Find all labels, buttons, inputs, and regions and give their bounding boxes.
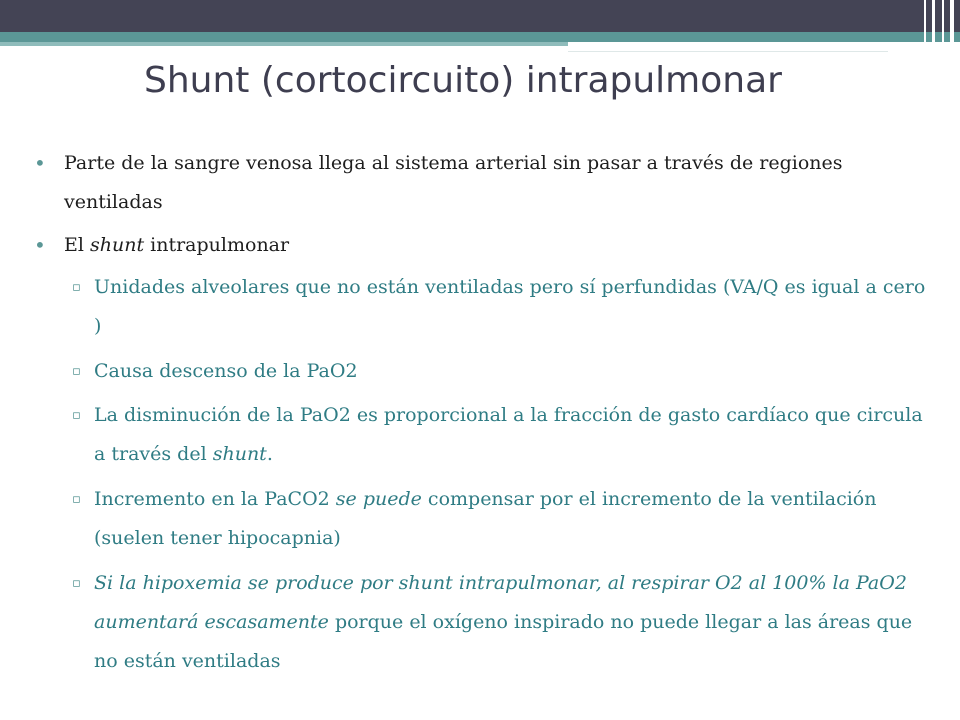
bullet-item <box>64 226 884 265</box>
accent-band <box>0 32 960 42</box>
subbullet-text: Causa descenso de la PaO2 <box>94 360 358 382</box>
bullet-text: Parte de la sangre venosa llega al sistema arterial sin pasar a través de regiones ventiladas <box>64 152 843 213</box>
subbullet-marker: ▫ <box>72 408 81 423</box>
subbullet-text-italic: se puede <box>335 488 422 510</box>
subbullet-item <box>94 396 934 474</box>
subbullet-marker: ▫ <box>72 364 81 379</box>
subbullet-marker: ▫ <box>72 492 81 507</box>
bullet-marker: • <box>34 151 46 175</box>
subbullet-text: La disminución de la PaO2 es proporcional a la fracción de gasto cardíaco que circula a través del <box>94 404 923 465</box>
subbullet-text: . <box>266 443 273 465</box>
subbullet-text: porque el oxígeno inspirado no puede llegar a las áreas que no están ventiladas <box>94 611 913 672</box>
subbullet-item <box>94 268 934 346</box>
subbullet-item <box>94 564 934 681</box>
subbullet-marker: ▫ <box>72 576 81 591</box>
subbullet-marker: ▫ <box>72 280 81 295</box>
subbullet-text: Unidades alveolares que no están ventiladas pero sí perfundidas (VA/Q es igual a cero ) <box>94 276 926 337</box>
bullet-text: El <box>64 234 90 256</box>
bullet-marker: • <box>34 233 46 257</box>
accent-thin-band <box>0 42 568 46</box>
subbullet-text-italic: Si la hipoxemia se produce por shunt intrapulmonar, al respirar O2 al 100% la PaO2 aumentará escasamente <box>94 572 907 633</box>
subbullet-item <box>94 352 934 391</box>
bullet-text: intrapulmonar <box>144 234 290 256</box>
subbullet-item <box>94 480 934 558</box>
header-bar <box>0 0 960 32</box>
subbullet-text: compensar por el incremento de la ventilación (suelen tener hipocapnia) <box>94 488 877 549</box>
slide-title: Shunt (cortocircuito) intrapulmonar <box>144 60 782 101</box>
bullet-item <box>64 144 884 222</box>
bullet-text-italic: shunt <box>90 234 145 256</box>
subbullet-text-italic: shunt <box>212 443 267 465</box>
subbullet-text: Incremento en la PaCO2 <box>94 488 336 510</box>
decorative-vertical-lines <box>920 0 960 66</box>
